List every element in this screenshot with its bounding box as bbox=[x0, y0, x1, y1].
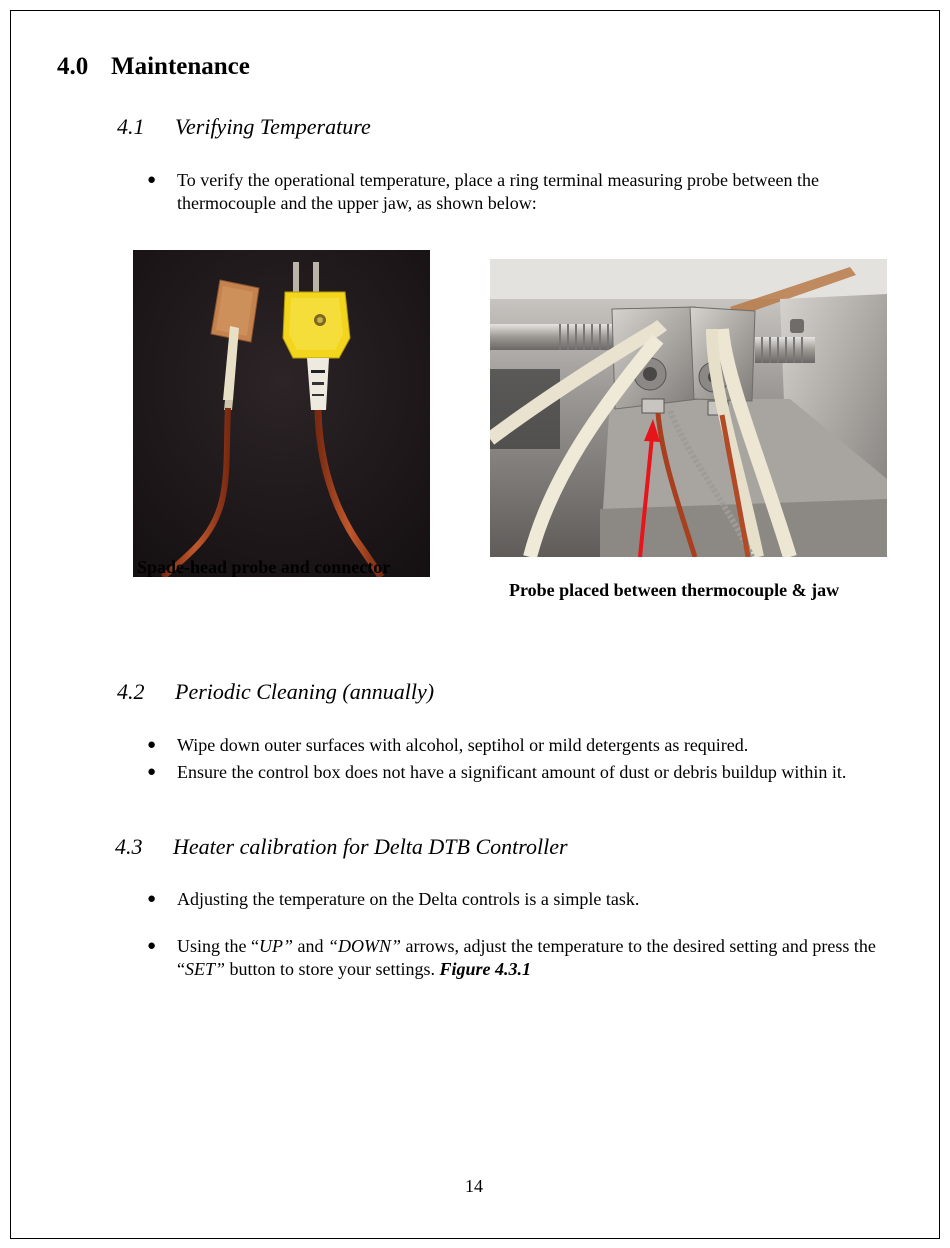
section-heading bbox=[57, 53, 250, 81]
bullet-item bbox=[147, 761, 847, 784]
left-figure-caption: Spade-head probe and connector bbox=[137, 557, 391, 577]
bullet-item bbox=[147, 935, 892, 981]
probe-connector-illustration bbox=[133, 250, 430, 577]
text-run: button to store your settings. bbox=[225, 959, 440, 979]
subsection-number: 4.1 bbox=[117, 114, 145, 139]
section-title: Maintenance bbox=[111, 53, 250, 80]
text-run: and bbox=[293, 936, 328, 956]
subsection-4-3-heading bbox=[115, 834, 568, 860]
bullet-text: To verify the operational temperature, place a ring terminal measuring probe between the thermocouple and the upper jaw, as shown below: bbox=[177, 170, 819, 213]
subsection-number: 4.2 bbox=[117, 679, 145, 704]
bullet-dot: ● bbox=[147, 891, 157, 907]
probe-placement-illustration bbox=[490, 259, 887, 557]
figure-reference: Figure 4.3.1 bbox=[439, 959, 532, 979]
probe-placement-photo bbox=[490, 259, 887, 557]
probe-connector-photo bbox=[133, 250, 430, 577]
bullet-text: Adjusting the temperature on the Delta controls is a simple task. bbox=[177, 889, 640, 909]
bullet-text: Wipe down outer surfaces with alcohol, septihol or mild detergents as required. bbox=[177, 735, 749, 755]
bullet-item bbox=[147, 734, 892, 757]
page-number: 14 bbox=[465, 1176, 483, 1196]
section-number: 4.0 bbox=[57, 53, 89, 80]
bullet-item bbox=[147, 169, 892, 215]
down-label: “DOWN” bbox=[328, 936, 402, 956]
subsection-title: Heater calibration for Delta DTB Controller bbox=[173, 834, 568, 859]
up-label: UP” bbox=[258, 936, 293, 956]
subsection-title: Verifying Temperature bbox=[175, 114, 371, 139]
subsection-4-1-heading bbox=[117, 114, 371, 140]
set-label: SET” bbox=[185, 959, 226, 979]
bullet-text: Ensure the control box does not have a significant amount of dust or debris buildup within it. bbox=[177, 762, 847, 782]
bullet-dot: ● bbox=[147, 764, 157, 780]
bullet-dot: ● bbox=[147, 737, 157, 753]
text-run: Using the “ bbox=[177, 936, 259, 956]
right-figure-caption: Probe placed between thermocouple & jaw bbox=[509, 580, 840, 600]
subsection-4-2-heading bbox=[117, 679, 434, 705]
bullet-item bbox=[147, 888, 892, 911]
bullet-dot: ● bbox=[147, 938, 157, 954]
subsection-number: 4.3 bbox=[115, 834, 143, 859]
bullet-dot: ● bbox=[147, 172, 157, 188]
subsection-title: Periodic Cleaning (annually) bbox=[175, 679, 435, 704]
bullet-text bbox=[177, 935, 892, 981]
text-run: arrows, adjust the temperature to the desired setting and press the “ bbox=[177, 936, 876, 979]
